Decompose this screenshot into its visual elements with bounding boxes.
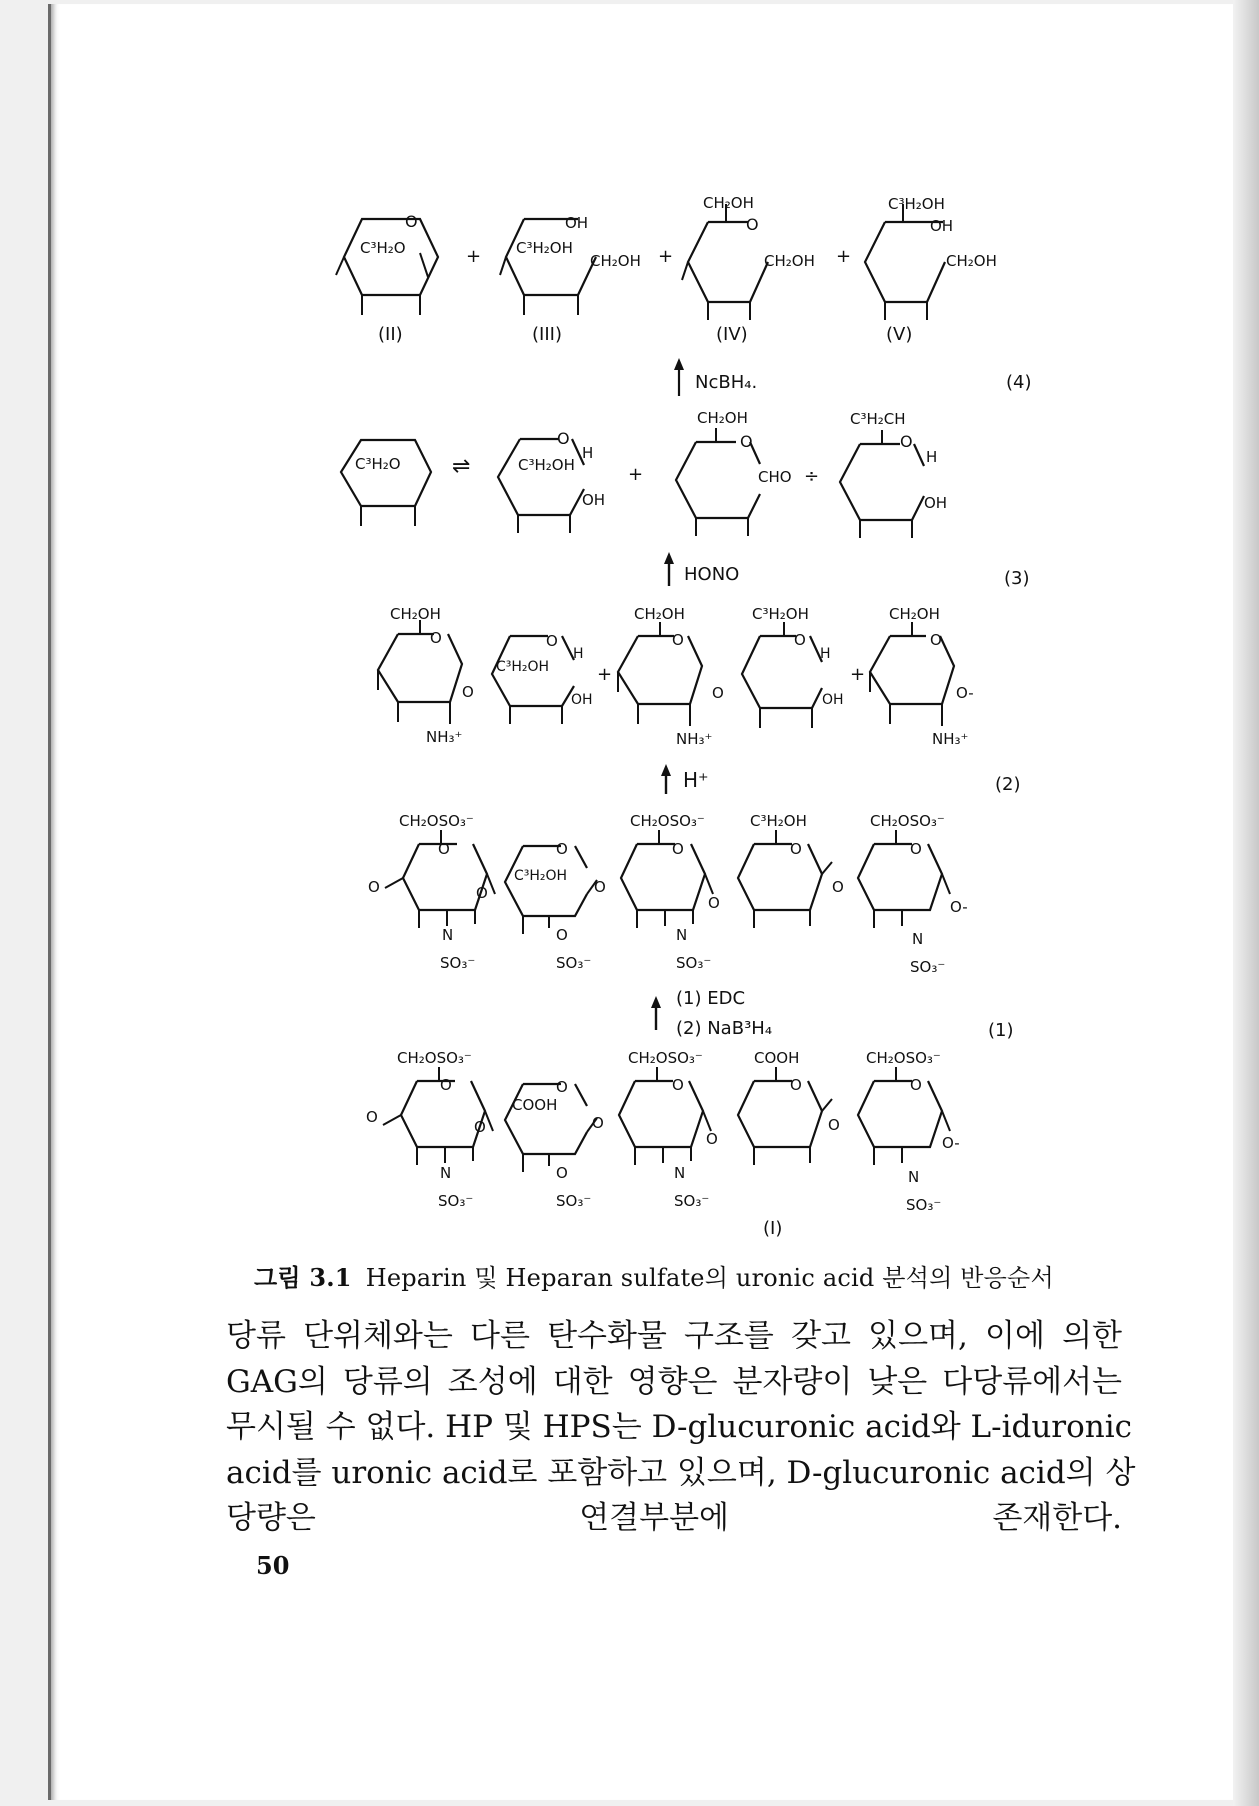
structure-label: (II) [378,324,403,345]
sulfate-group: SO₃⁻ [910,958,946,976]
group-label: C³H₂OH [514,868,568,884]
structure-III [500,219,596,315]
ring-oxygen-label: O [790,1076,802,1094]
equilibrium-arrow: ⇌ [452,454,471,479]
sulfate-group: SO₃⁻ [906,1196,942,1214]
group-label: CH₂OSO₃⁻ [628,1049,703,1067]
group-label: OH [571,692,593,708]
structure-II [336,219,438,315]
body-paragraph [226,1314,1136,1542]
plus-sign: + [466,246,482,267]
reagent-label: (2) NaB³H₄ [676,1018,773,1039]
step-number: (2) [995,774,1021,795]
linker-label: O [474,1118,486,1136]
ring-oxygen-label: O [556,1078,568,1096]
group-label: H [820,646,831,662]
group-label: NH₃⁺ [426,728,463,746]
sulfate-group: SO₃⁻ [440,954,476,972]
linker-label: O- [942,1134,960,1152]
reagent-label: (1) EDC [676,988,746,1009]
structure-label: (V) [886,324,913,345]
linker-label: O [832,878,844,896]
structure-row3-2 [498,439,584,533]
group-label: OH [565,214,589,232]
linker-label: O [712,684,724,702]
text-line: 당류 단위체와는 다른 탄수화물 구조를 갖고 있으며, 이에 의한 [226,1318,1122,1354]
linker-label: O [592,1114,604,1132]
linker-label: O [368,878,380,896]
row4-structures [336,194,997,345]
step-number: (4) [1006,372,1032,393]
group-label: OH [930,217,954,235]
figure-caption [254,1258,1134,1293]
linker-label: O- [950,898,968,916]
ring-oxygen-label: O [930,631,942,649]
step4-arrow [674,358,1032,396]
text-line: 당량은 연결부분에 존재한다. [226,1500,1122,1536]
structure-row1-4 [738,830,832,928]
group-label: CH₂OSO₃⁻ [399,812,474,830]
group-label: C³H₂OH [496,659,550,675]
step-number: (3) [1004,568,1030,589]
group-label: COOH [754,1049,800,1067]
structure-row1-3 [621,830,713,928]
ring-oxygen-label: O [746,215,759,234]
linker-label: O [828,1116,840,1134]
linker-label: O [476,884,488,902]
text-line: GAG의 당류의 조성에 대한 영향은 분자량이 낮은 다당류에서는 [226,1363,1122,1400]
text-line: 무시될 수 없다. HP 및 HPS는 D-glucuronic acid와 L-iduronic [226,1409,1133,1445]
sulfate-atom: N [440,1164,452,1182]
group-label: OH [924,494,948,512]
row0-structures [366,1049,960,1239]
structure-row3-1 [341,440,431,526]
sulfate-group: SO₃⁻ [674,1192,710,1210]
structure-row2-3 [618,622,702,726]
group-label: H [573,646,584,662]
sulfate-atom: N [912,930,924,948]
ring-oxygen-label: O [438,840,450,858]
plus-sign: + [597,664,613,685]
structure-row0-4 [738,1067,832,1165]
row3-structures [341,409,947,538]
group-label: C³H₂CH [850,410,906,428]
group-label: CHO [758,468,792,486]
group-label: C³H₂OH [750,812,807,830]
structure-row0-5 [858,1067,950,1165]
linker-label: O [706,1130,718,1148]
group-label: CH₂OH [634,605,685,623]
group-label: C³H₂OH [752,605,809,623]
step1-arrow [651,988,1014,1041]
text-line: acid를 uronic acid로 포함하고 있으며, D-glucuronic acid의 상 [226,1454,1136,1491]
group-label: OH [582,491,606,509]
linker-label: O [366,1108,378,1126]
ring-oxygen-label: O [672,631,684,649]
sulfate-atom: N [908,1168,920,1186]
sulfate-atom: O [556,926,568,944]
group-label: OH [822,692,844,708]
ring-oxygen-label: O [794,631,806,649]
group-label: CH₂OH [946,252,997,270]
reagent-label: HONO [684,564,740,585]
ring-oxygen-label: O [790,840,802,858]
ring-oxygen-label: O [910,1076,922,1094]
group-label: CH₂OH [390,605,441,623]
step2-arrow [661,764,1021,795]
group-label: C³H₂O [360,239,406,257]
ring-oxygen-label: O [910,840,922,858]
structure-row0-3 [619,1067,711,1165]
linker-label: O- [956,684,974,702]
ring-oxygen-label: O [546,632,558,650]
structure-label: (III) [532,324,562,345]
caption-text: Heparin 및 Heparan sulfate의 uronic acid 분석의 반응순서 [365,1264,1054,1292]
plus-sign: ÷ [804,466,820,487]
group-label: CH₂OSO₃⁻ [397,1049,472,1067]
group-label: C³H₂OH [516,239,573,257]
ring-oxygen-label: O [740,432,753,451]
structure-row1-2 [505,846,597,934]
group-label: CH₂OH [764,252,815,270]
step-number: (1) [988,1020,1014,1041]
reagent-label: NcBH₄. [695,372,758,393]
step3-arrow [664,552,1030,589]
sulfate-atom: N [442,926,454,944]
ring-oxygen-label: O [557,429,570,448]
sulfate-group: SO₃⁻ [438,1192,474,1210]
linker-label: O [594,878,606,896]
sulfate-group: SO₃⁻ [556,954,592,972]
group-label: CH₂OH [889,605,940,623]
group-label: CH₂OH [697,409,748,427]
figure-number: 그림 3.1 [254,1263,352,1292]
ring-oxygen-label: O [672,1076,684,1094]
reagent-label: H⁺ [683,768,709,792]
ring-oxygen-label: O [672,840,684,858]
structure-row1-5 [858,830,950,928]
sulfate-group: SO₃⁻ [676,954,712,972]
sulfate-group: SO₃⁻ [556,1192,592,1210]
linker-label: O [462,683,474,701]
ring-oxygen-label: O [440,1076,452,1094]
structure-label: (IV) [716,324,748,345]
group-label: CH₂OH [703,194,754,212]
page-number: 50 [256,1551,290,1580]
group-label: C³H₂O [355,455,401,473]
sulfate-atom: O [556,1164,568,1182]
sulfate-atom: N [676,926,688,944]
group-label: C³H₂OH [888,195,945,213]
sulfate-atom: N [674,1164,686,1182]
ring-oxygen-label: O [430,629,442,647]
ring-oxygen-label: O [900,432,913,451]
group-label: C³H₂OH [518,456,575,474]
group-label: CH₂OSO₃⁻ [630,812,705,830]
ring-oxygen-label: O [556,840,568,858]
group-label: NH₃⁺ [932,730,969,748]
group-label: H [926,448,938,466]
plus-sign: + [850,664,866,685]
plus-sign: + [836,246,852,267]
linker-label: O [708,894,720,912]
group-label: CH₂OSO₃⁻ [866,1049,941,1067]
group-label: COOH [512,1096,558,1114]
ring-oxygen-label: O [405,212,418,231]
row1-structures [368,812,968,976]
plus-sign: + [658,246,674,267]
plus-sign: + [628,464,644,485]
structure-row2-1 [378,620,462,724]
group-label: CH₂OH [590,252,641,270]
group-label: CH₂OSO₃⁻ [870,812,945,830]
row2-structures [378,605,974,748]
structure-row2-4 [742,622,822,728]
structure-row2-2 [492,636,574,724]
group-label: NH₃⁺ [676,730,713,748]
structure-label: (I) [763,1218,783,1239]
group-label: H [582,444,594,462]
structure-row0-1 [383,1067,493,1165]
